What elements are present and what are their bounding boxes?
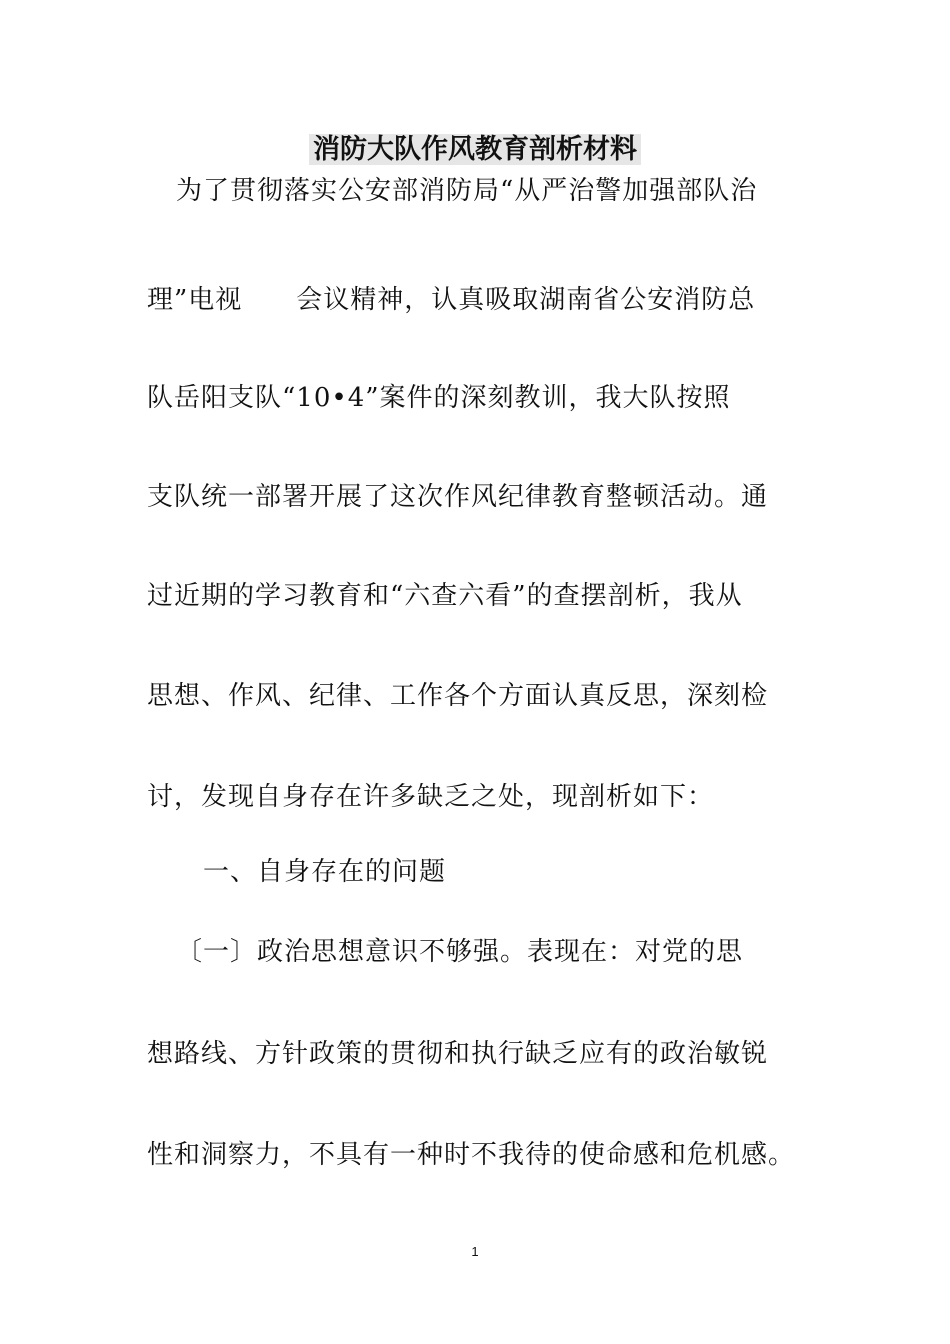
document-title [0, 130, 950, 170]
paragraph-line: 为了贯彻落实公安部消防局“从严治警加强部队治 [176, 176, 758, 206]
paragraph-line: 支队统一部署开展了这次作风纪律教育整顿活动。通 [147, 482, 769, 512]
paragraph-line: 〔一〕政治思想意识不够强。表现在：对党的思 [176, 937, 744, 967]
paragraph-line: 思想、作风、纪律、工作各个方面认真反思，深刻检 [147, 681, 769, 711]
paragraph-line: 讨，发现自身存在许多缺乏之处，现剖析如下： [147, 782, 715, 812]
document-title-text: 消防大队作风教育剖析材料 [309, 134, 641, 165]
paragraph-line: 队岳阳支队“10•4”案件的深刻教训，我大队按照 [147, 383, 731, 413]
paragraph-line: 性和洞察力，不具有一种时不我待的使命感和危机感。 [147, 1140, 796, 1170]
paragraph-line: 理”电视 会议精神，认真吸取湖南省公安消防总 [147, 285, 756, 315]
page-number: 1 [471, 1244, 479, 1259]
paragraph-line: 过近期的学习教育和“六查六看”的查摆剖析，我从 [147, 581, 743, 611]
paragraph-line: 想路线、方针政策的贯彻和执行缺乏应有的政治敏锐 [147, 1039, 769, 1069]
section-heading: 一、自身存在的问题 [203, 857, 447, 887]
